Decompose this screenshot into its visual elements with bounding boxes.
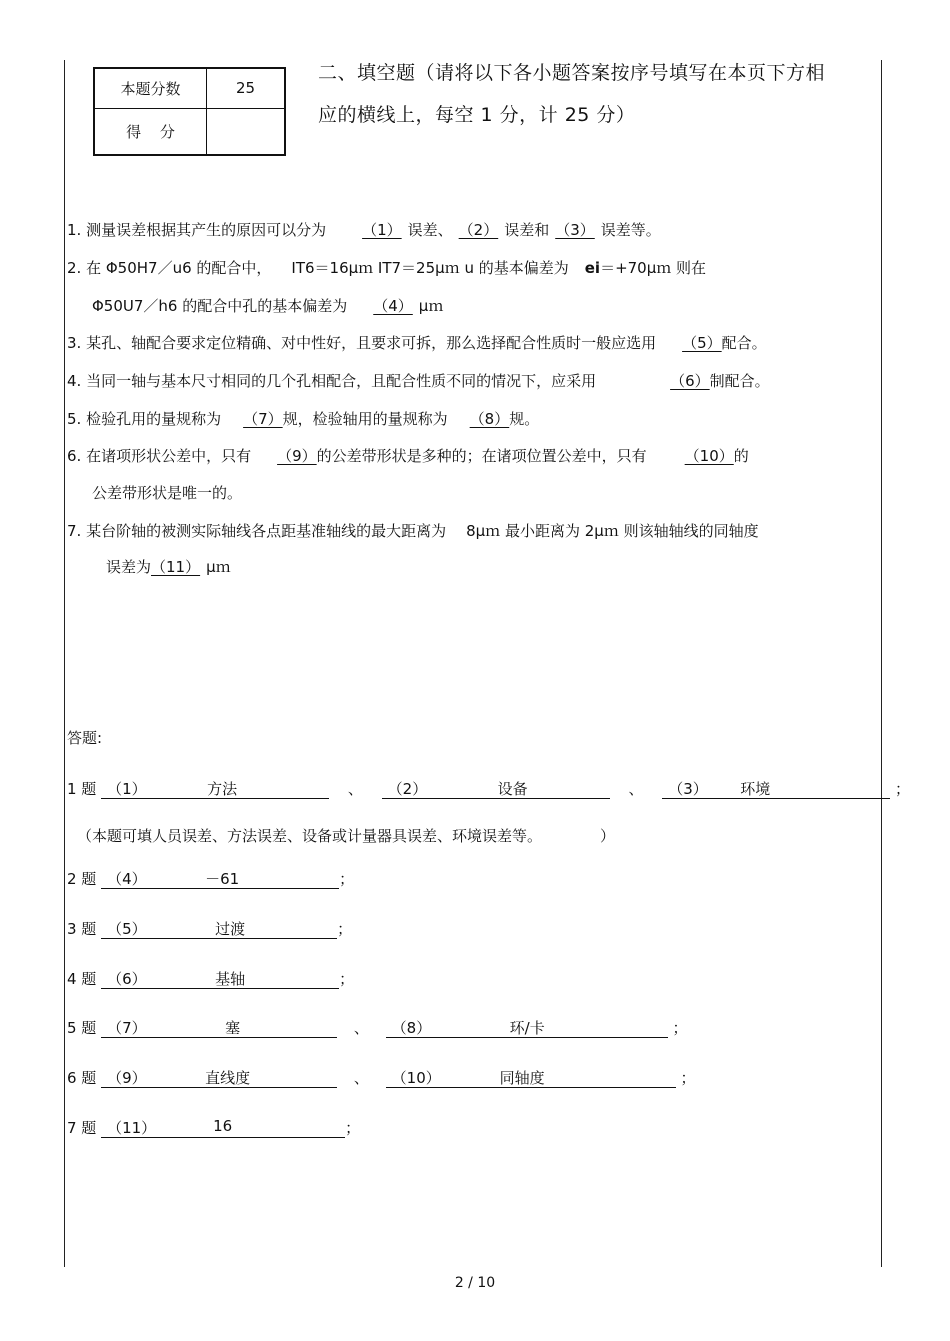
question-6-line2: 公差带形状是唯一的。 <box>92 484 243 502</box>
right-border-line <box>881 60 882 1267</box>
blank-5: （5） <box>682 334 722 352</box>
blank-2: （2） <box>458 221 499 239</box>
score-field[interactable] <box>207 108 286 155</box>
question-7: 7. 某台阶轴的被测实际轴线各点距基准轴线的最大距离为 8μｍ 最小距离为 2μｍ 则该轴轴线的同轴度 <box>67 522 759 540</box>
answer-7: 7 题 （11） 16 ； <box>67 1117 361 1137</box>
answer-5: 5 题 （7） 塞 、 （8） 环/卡 ； <box>67 1019 688 1037</box>
answer-1-field-1[interactable]: （1） 方法 <box>101 778 329 799</box>
answer-3-field[interactable]: （5） 过渡 <box>101 918 337 939</box>
answer-6: 6 题 （9） 直线度 、 （10） 同轴度 ； <box>67 1069 696 1087</box>
answer-1-field-2[interactable]: （2） 设备 <box>382 778 610 799</box>
answer-4: 4 题 （6） 基轴 ； <box>67 970 355 988</box>
answer-1-note: （本题可填人员误差、方法误差、设备或计量器具误差、环境误差等。 ） <box>77 827 616 845</box>
blank-4: （4） <box>373 297 413 315</box>
answer-4-field[interactable]: （6） 基轴 <box>101 968 339 989</box>
question-6: 6. 在诸项形状公差中，只有 （9）的公差带形状是多种的；在诸项位置公差中，只有 （10）的 <box>67 447 749 465</box>
score-label: 得 分 <box>94 108 207 155</box>
answer-6-field-2[interactable]: （10） 同轴度 <box>386 1067 676 1088</box>
answer-5-field-1[interactable]: （7） 塞 <box>101 1017 337 1038</box>
points-label: 本题分数 <box>94 68 207 108</box>
blank-10: （10） <box>684 447 734 465</box>
answer-7-field[interactable]: （11） 16 <box>101 1117 345 1138</box>
question-3: 3. 某孔、轴配合要求定位精确、对中性好，且要求可拆，那么选择配合性质时一般应选用 （5）配合。 <box>67 334 767 352</box>
section-title-line2: 应的横线上，每空 1 分，计 25 分） <box>318 104 636 126</box>
score-table <box>93 67 286 156</box>
answer-1-field-3[interactable]: （3） 环境 <box>662 778 890 799</box>
answer-3: 3 题 （5） 过渡 ； <box>67 920 353 938</box>
page-number: 2 / 10 <box>454 1275 496 1291</box>
blank-1: （1） <box>362 221 402 239</box>
question-4: 4. 当同一轴与基本尺寸相同的几个孔相配合，且配合性质不同的情况下，应采用 （6）制配合。 <box>67 372 770 390</box>
question-2-line2: Φ50U7／h6 的配合中孔的基本偏差为 （4） μｍ <box>92 297 444 315</box>
points-value: 25 <box>207 68 286 108</box>
answer-2: 2 题 （4） －61 ； <box>67 870 355 888</box>
blank-3: （3） <box>555 221 595 239</box>
section-title-line1: 二、填空题（请将以下各小题答案按序号填写在本页下方相 <box>318 62 826 84</box>
blank-11: （11） <box>151 558 201 576</box>
blank-8: （8） <box>469 410 510 428</box>
question-1: 1. 测量误差根据其产生的原因可以分为 （1） 误差、 （2） 误差和 （3） 误差等。 <box>67 221 661 239</box>
blank-7: （7） <box>243 410 283 428</box>
answer-2-field[interactable]: （4） －61 <box>101 868 339 889</box>
answer-1: 1 题 （1） 方法 、 （2） 设备 、 （3） 环境 ； <box>67 780 911 798</box>
question-2: 2. 在 Φ50H7／u6 的配合中， IT6＝16μｍ IT7＝25μｍ u 的基本偏差为 ei＝+70μｍ 则在 <box>67 259 707 277</box>
question-5: 5. 检验孔用的量规称为 （7）规，检验轴用的量规称为 （8）规。 <box>67 410 540 428</box>
left-border-line <box>64 60 65 1267</box>
answer-6-field-1[interactable]: （9） 直线度 <box>101 1067 337 1088</box>
answers-heading: 答题: <box>67 729 103 747</box>
question-7-line2: 误差为（11） μｍ <box>106 558 231 576</box>
blank-6: （6） <box>670 372 710 390</box>
answer-5-field-2[interactable]: （8） 环/卡 <box>386 1017 668 1038</box>
blank-9: （9） <box>277 447 317 465</box>
